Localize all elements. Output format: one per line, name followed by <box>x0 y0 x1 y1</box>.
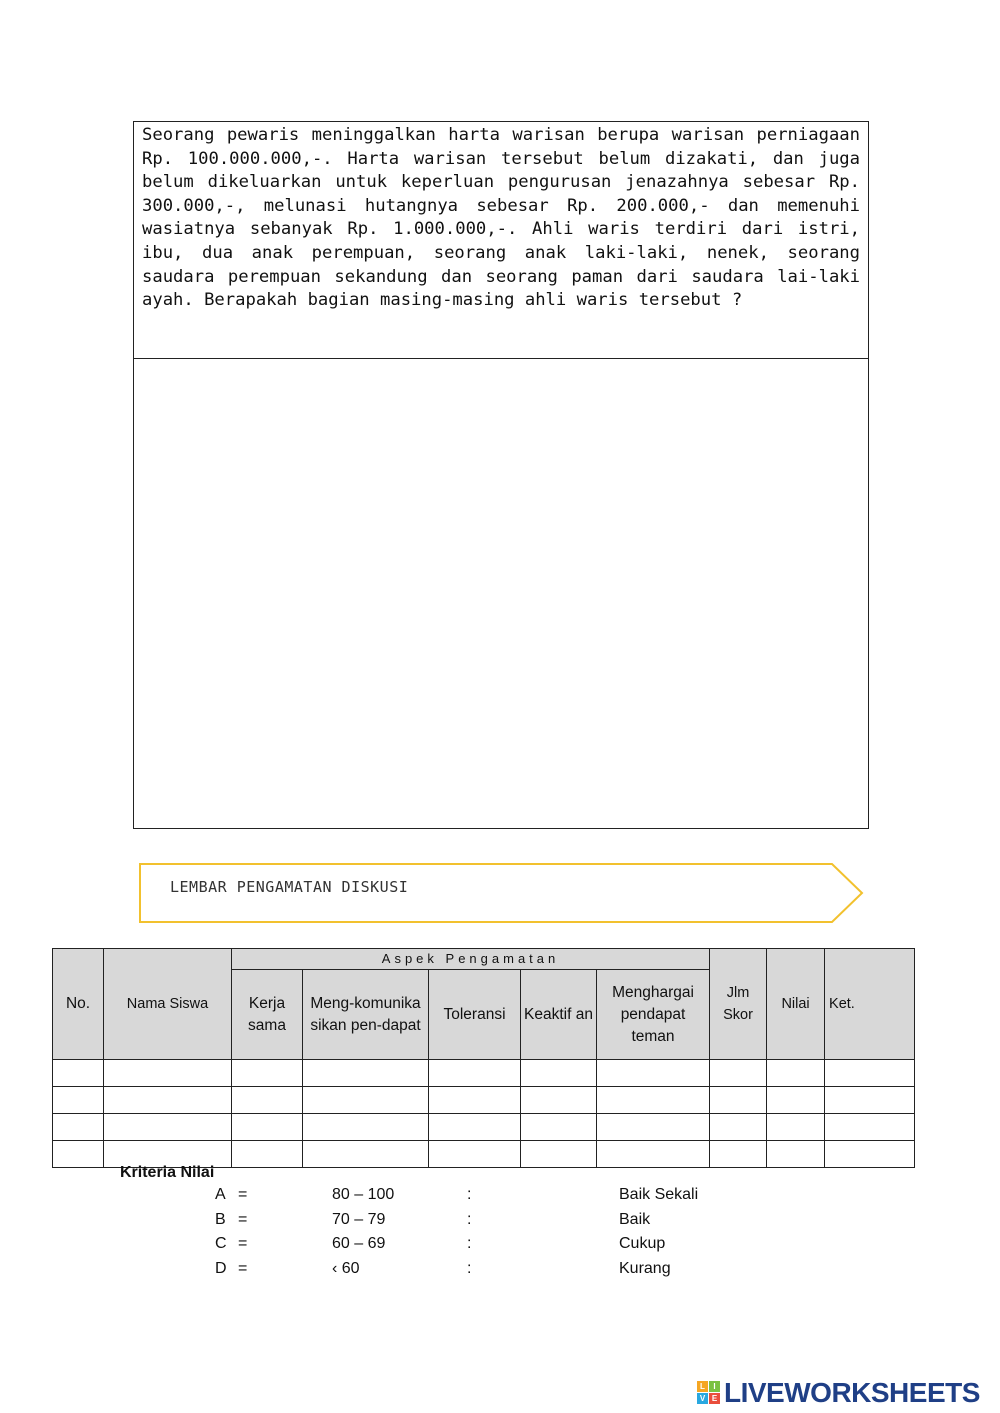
table-cell[interactable] <box>232 1087 303 1114</box>
criteria-colon: : <box>467 1260 472 1277</box>
table-cell[interactable] <box>825 1141 915 1168</box>
table-row <box>53 1114 915 1141</box>
criteria-grade: A <box>215 1186 226 1203</box>
table-body <box>53 1060 915 1168</box>
criteria-equals: = <box>238 1260 248 1277</box>
table-cell[interactable] <box>597 1141 710 1168</box>
table-cell[interactable] <box>710 1087 767 1114</box>
section-banner <box>138 862 864 924</box>
table-cell[interactable] <box>825 1114 915 1141</box>
criteria-description: Cukup <box>619 1235 666 1252</box>
criteria-colon: : <box>467 1186 472 1203</box>
answer-area[interactable] <box>134 359 868 828</box>
question-box <box>133 121 869 829</box>
banner-title: LEMBAR PENGAMATAN DISKUSI <box>170 878 409 896</box>
criteria-grade: D <box>215 1260 227 1277</box>
table-cell[interactable] <box>710 1114 767 1141</box>
liveworksheets-logo-icon: L I V E <box>697 1381 721 1405</box>
table-cell[interactable] <box>825 1087 915 1114</box>
table-cell[interactable] <box>303 1141 429 1168</box>
observation-table <box>52 948 915 1168</box>
question-text: Seorang pewaris meninggalkan harta warisan berupa warisan perniagaan Rp. 100.000.000,-. Harta warisan tersebut belum dizakati, dan juga belum dikeluarkan untuk keperluan pengurusan jenazahnya sebesar Rp. 300.000,-, melunasi hutangnya sebesar Rp. 200.000,- dan memenuhi wasiatnya sebanyak Rp. 1.000.000,-. Ahli waris terdiri dari istri, ibu, dua anak perempuan, seorang anak laki-laki, nenek, seorang saudara perempuan sekandung dan seorang paman dari saudara lai-laki ayah. Berapakah bagian masing-masing ahli waris tersebut ? <box>142 125 860 311</box>
criteria-description: Baik <box>619 1211 651 1228</box>
table-row <box>53 1087 915 1114</box>
table-cell[interactable] <box>767 1087 825 1114</box>
criteria-row <box>0 1260 1000 1284</box>
table-cell[interactable] <box>303 1114 429 1141</box>
table-cell[interactable] <box>104 1114 232 1141</box>
table-cell[interactable] <box>53 1114 104 1141</box>
table-cell[interactable] <box>521 1060 597 1087</box>
criteria-title: Kriteria Nilai <box>120 1164 215 1181</box>
table-cell[interactable] <box>429 1060 521 1087</box>
table-cell[interactable] <box>597 1087 710 1114</box>
criteria-colon: : <box>467 1235 472 1252</box>
criteria-equals: = <box>238 1211 248 1228</box>
table-cell[interactable] <box>767 1060 825 1087</box>
header-nama-siswa: Nama Siswa <box>104 949 232 1060</box>
header-toleransi: Toleransi <box>429 970 521 1060</box>
criteria-range: 70 – 79 <box>332 1211 386 1228</box>
table-cell[interactable] <box>710 1060 767 1087</box>
header-nilai: Nilai <box>767 949 825 1060</box>
table-cell[interactable] <box>597 1114 710 1141</box>
table-cell[interactable] <box>767 1141 825 1168</box>
table-cell[interactable] <box>710 1141 767 1168</box>
criteria-row <box>0 1186 1000 1210</box>
criteria-description: Baik Sekali <box>619 1186 699 1203</box>
liveworksheets-logo[interactable] <box>697 1377 997 1409</box>
table-cell[interactable] <box>232 1141 303 1168</box>
header-aspek-pengamatan: Aspek Pengamatan <box>232 949 710 970</box>
table-cell[interactable] <box>303 1087 429 1114</box>
table-cell[interactable] <box>767 1114 825 1141</box>
criteria-colon: : <box>467 1211 472 1228</box>
table-cell[interactable] <box>521 1087 597 1114</box>
criteria-equals: = <box>238 1186 248 1203</box>
header-jlm-skor: Jlm Skor <box>710 949 767 1060</box>
criteria-equals: = <box>238 1235 248 1252</box>
table-cell[interactable] <box>303 1060 429 1087</box>
criteria-grade: B <box>215 1211 226 1228</box>
table-row <box>53 1060 915 1087</box>
header-menghargai: Menghargai pendapat teman <box>597 970 710 1060</box>
criteria-range: 80 – 100 <box>332 1186 395 1203</box>
table-cell[interactable] <box>429 1114 521 1141</box>
table-cell[interactable] <box>429 1141 521 1168</box>
table-cell[interactable] <box>597 1060 710 1087</box>
table-cell[interactable] <box>521 1114 597 1141</box>
criteria-row <box>0 1235 1000 1259</box>
table-cell[interactable] <box>53 1060 104 1087</box>
table-cell[interactable] <box>53 1141 104 1168</box>
table-cell[interactable] <box>104 1087 232 1114</box>
criteria-row <box>0 1211 1000 1235</box>
header-no: No. <box>53 949 104 1060</box>
header-komunikasi: Meng-komunika sikan pen-dapat <box>303 970 429 1060</box>
logo-text: LIVEWORKSHEETS <box>724 1377 980 1408</box>
table-cell[interactable] <box>429 1087 521 1114</box>
table-cell[interactable] <box>232 1114 303 1141</box>
header-kerja-sama: Kerja sama <box>232 970 303 1060</box>
header-ket: Ket. <box>825 949 915 1060</box>
header-keaktifan: Keaktif an <box>521 970 597 1060</box>
criteria-range: 60 – 69 <box>332 1235 386 1252</box>
table-cell[interactable] <box>232 1060 303 1087</box>
table-cell[interactable] <box>53 1087 104 1114</box>
table-cell[interactable] <box>825 1060 915 1087</box>
table-cell[interactable] <box>104 1060 232 1087</box>
table-cell[interactable] <box>521 1141 597 1168</box>
criteria-description: Kurang <box>619 1260 671 1277</box>
criteria-grade: C <box>215 1235 227 1252</box>
criteria-range: ‹ 60 <box>332 1260 360 1277</box>
